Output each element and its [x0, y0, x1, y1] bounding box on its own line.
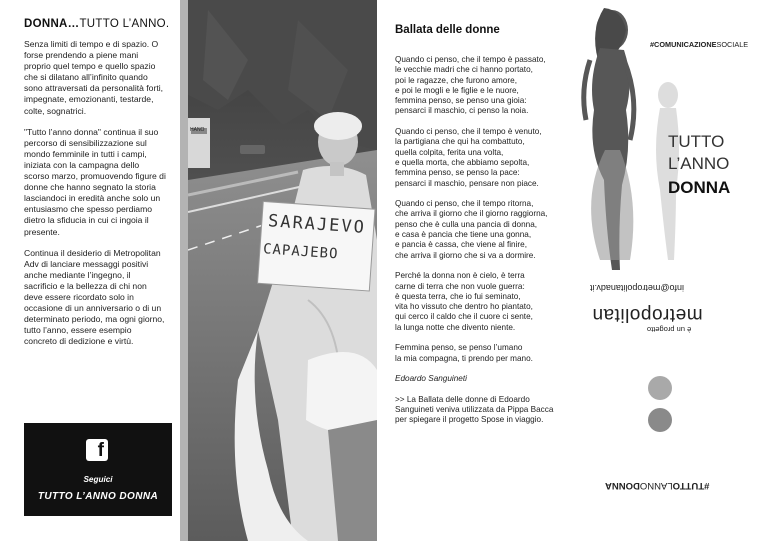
project-label: è un progetto	[647, 325, 692, 334]
cover-title-line-1: TUTTO	[668, 132, 725, 151]
poem-author: Edoardo Sanguineti	[395, 374, 467, 384]
cover-title-line-2: L’ANNO	[668, 154, 730, 173]
poem-stanza-5: Femmina penso, se penso l’umano la mia compagna, ti prendo per mano.	[395, 343, 533, 363]
intro-heading-bold: DONNA…	[24, 18, 80, 30]
decorative-circle-2	[648, 408, 672, 432]
intro-paragraph-1: Senza limiti di tempo e di spazio. O forse prendendo a piene mani proprio quel tempo e quello spazio che si dilatano all’infinito quando sono attraversati da personalità forti, impegnate, emozionanti, testarde, colte, sognatrici.	[24, 39, 164, 116]
poem-title: Ballata delle donne	[395, 24, 500, 36]
follow-label: Seguici	[83, 475, 113, 484]
poem-stanza-4: Perché la donna non è cielo, è terra carne di terra che non vuole guerra: è questa terra, che io fui seminato, vita ho vissuto che dentro ho piantato, qui cerco il caldo che il cuore ci sente, la lunga notte che divento niente.	[395, 271, 533, 332]
bottom-hashtag-light: LANNO	[639, 480, 673, 491]
hitchhiker-photo	[188, 0, 377, 541]
facebook-follow-box[interactable]	[24, 423, 172, 516]
intro-paragraph-3: Continua il desiderio di Metropolitan Adv di lanciare messaggi positivi anche mediante l’ingegno, il sacrificio e la bellezza di chi non deve essere ricordato solo in occasione di un anniversario o di un determinato periodo, ma ogni giorno, tutto l’anno, essere esempio concreto di dedizione e virtù.	[24, 247, 165, 347]
poem-note: >> La Ballata delle donne di Edoardo Sanguineti veniva utilizzata da Pippa Bacca per spiegare il progetto Spose in viaggio.	[395, 394, 554, 425]
photo-illustration	[188, 0, 377, 541]
email-text: info@metropolitanadv.it	[590, 283, 685, 293]
intro-heading-light: TUTTO L’ANNO.	[79, 18, 170, 30]
cover-title-line-3: DONNA	[668, 178, 731, 197]
sign-line-2: CAPAJEBO	[262, 241, 339, 263]
bottom-hashtag	[605, 480, 709, 491]
bottom-hashtag-bold-2: DONNA	[605, 480, 640, 491]
cover-panel	[560, 0, 767, 541]
facebook-icon[interactable]	[86, 439, 108, 461]
poem-stanza-3: Quando ci penso, che il tempo ritorna, che arriva il giorno che il giorno raggiorna, penso che è culla una pancia di donna, e casa è pancia che tiene una gonna, e pancia è cassa, che viene al finire, che arriva il giorno che si va a dormire.	[395, 199, 548, 260]
poem-stanza-2: Quando ci penso, che il tempo è venuto, la partigiana che qui ha combattuto, quella colpita, ferita una volta, e quella morta, che abbiamo sepolta, femmina penso, se penso la pace: pensarci il maschio, pensare non piace.	[395, 127, 542, 188]
facebook-icon-glyph: f	[97, 440, 104, 461]
intro-heading	[24, 18, 170, 30]
svg-text:HANO: HANO	[190, 127, 205, 133]
intro-paragraph-2: "Tutto l’anno donna" continua il suo percorso di sensibilizzazione sul mondo femminile in tutti i campi, iniziata con la campagna dello scorso marzo, promuovendo figure di donne che hanno segnato la storia lasciandoci in eredità anche solo un entusiasmo che spesso perdiamo dietro la sfiducia in cui ci ingoia il presente.	[24, 126, 166, 237]
facebook-page-name[interactable]: TUTTO L’ANNO DONNA	[37, 491, 159, 502]
divider-bar	[180, 0, 188, 541]
sign-line-1: SARAJEVO	[267, 211, 367, 238]
hashtag-bold: #COMUNICAZIONE	[650, 40, 717, 49]
decorative-circle-1	[648, 376, 672, 400]
hashtag-light: SOCIALE	[716, 40, 749, 49]
poem-panel	[395, 24, 555, 436]
bottom-hashtag-bold-1: #TUTTO	[672, 480, 710, 491]
brand-logo-text: metropolitan	[592, 304, 703, 325]
social-hashtag	[650, 40, 748, 49]
poem-stanza-1: Quando ci penso, che il tempo è passato, le vecchie madri che ci hanno portato, poi le ragazze, che furono amore, e poi le mogli e le figlie e le nuore, femmina penso, se penso una gioia: pensarci il maschio, ci penso la noia.	[395, 55, 546, 116]
